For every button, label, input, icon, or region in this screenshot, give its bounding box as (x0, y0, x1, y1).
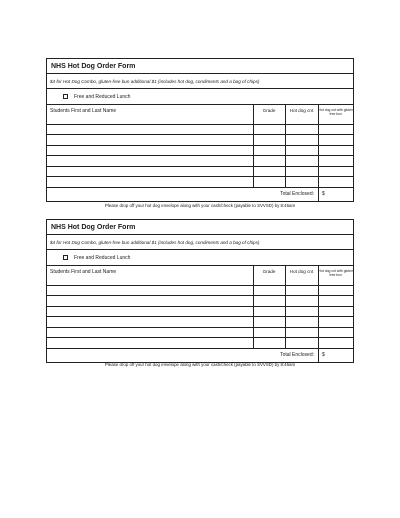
name-cell[interactable] (47, 177, 253, 188)
free-reduced-lunch-label: Free and Reduced Lunch (74, 93, 131, 100)
table-row (47, 156, 353, 167)
dropoff-note: Please drop off your hot dog envelope along with your cash/check (payable to SVVSD) by 8:45am (104, 362, 296, 367)
gluten-free-cell[interactable] (318, 135, 353, 146)
grade-cell[interactable] (253, 296, 285, 307)
total-label: Total Enclosed: (280, 191, 314, 197)
hotdog-cell[interactable] (285, 338, 318, 349)
hotdog-cell[interactable] (285, 306, 318, 317)
gluten-free-cell[interactable] (318, 124, 353, 135)
name-cell[interactable] (47, 156, 253, 167)
gluten-free-cell[interactable] (318, 145, 353, 156)
total-value[interactable]: $ (318, 349, 353, 362)
table-row (47, 285, 353, 296)
col-header-gluten-free-count: Hot dog cnt with gluten free bun (318, 266, 353, 285)
hotdog-cell[interactable] (285, 296, 318, 307)
form-title: NHS Hot Dog Order Form (47, 59, 353, 74)
total-label: Total Enclosed: (280, 352, 314, 358)
hotdog-cell[interactable] (285, 327, 318, 338)
gluten-free-cell[interactable] (318, 285, 353, 296)
grade-cell[interactable] (253, 156, 285, 167)
table-row (47, 306, 353, 317)
gluten-free-cell[interactable] (318, 156, 353, 167)
name-cell[interactable] (47, 338, 253, 349)
free-reduced-lunch-checkbox[interactable] (63, 94, 68, 99)
name-cell[interactable] (47, 135, 253, 146)
table-row (47, 296, 353, 307)
name-cell[interactable] (47, 145, 253, 156)
gluten-free-cell[interactable] (318, 306, 353, 317)
grade-cell[interactable] (253, 338, 285, 349)
form-title: NHS Hot Dog Order Form (47, 220, 353, 235)
grade-cell[interactable] (253, 327, 285, 338)
name-cell[interactable] (47, 166, 253, 177)
col-header-grade: Grade (253, 105, 285, 124)
name-cell[interactable] (47, 285, 253, 296)
gluten-free-cell[interactable] (318, 317, 353, 328)
gluten-free-cell[interactable] (318, 296, 353, 307)
col-header-name: Students First and Last Name (47, 266, 253, 285)
table-row (47, 327, 353, 338)
grade-cell[interactable] (253, 306, 285, 317)
table-row (47, 135, 353, 146)
gluten-free-cell[interactable] (318, 166, 353, 177)
table-row (47, 338, 353, 349)
col-header-hotdog-count: Hot dog cnt (285, 105, 318, 124)
grade-cell[interactable] (253, 285, 285, 296)
table-row (47, 177, 353, 188)
hotdog-cell[interactable] (285, 317, 318, 328)
total-row (47, 349, 353, 362)
student-order-table (47, 105, 353, 188)
total-row (47, 188, 353, 201)
student-order-table (47, 266, 353, 349)
hotdog-cell[interactable] (285, 145, 318, 156)
grade-cell[interactable] (253, 145, 285, 156)
hotdog-cell[interactable] (285, 166, 318, 177)
price-note: $4 for Hot Dog Combo, gluten-free bun additional $1 (includes hot dog, condiments and a bag of chips) (47, 235, 353, 250)
table-row (47, 317, 353, 328)
free-reduced-lunch-row[interactable] (47, 89, 353, 105)
gluten-free-cell[interactable] (318, 338, 353, 349)
name-cell[interactable] (47, 124, 253, 135)
price-note: $4 for Hot Dog Combo, gluten-free bun additional $1 (includes hot dog, condiments and a bag of chips) (47, 74, 353, 89)
col-header-grade: Grade (253, 266, 285, 285)
grade-cell[interactable] (253, 135, 285, 146)
hotdog-cell[interactable] (285, 156, 318, 167)
col-header-hotdog-count: Hot dog cnt (285, 266, 318, 285)
free-reduced-lunch-checkbox[interactable] (63, 255, 68, 260)
gluten-free-cell[interactable] (318, 177, 353, 188)
grade-cell[interactable] (253, 166, 285, 177)
hotdog-cell[interactable] (285, 285, 318, 296)
total-value[interactable]: $ (318, 188, 353, 201)
table-row (47, 166, 353, 177)
order-form-1 (46, 58, 354, 202)
table-row (47, 145, 353, 156)
name-cell[interactable] (47, 327, 253, 338)
table-row (47, 124, 353, 135)
name-cell[interactable] (47, 296, 253, 307)
name-cell[interactable] (47, 317, 253, 328)
hotdog-cell[interactable] (285, 177, 318, 188)
col-header-gluten-free-count: Hot dog cnt with gluten free bun (318, 105, 353, 124)
hotdog-cell[interactable] (285, 124, 318, 135)
gluten-free-cell[interactable] (318, 327, 353, 338)
name-cell[interactable] (47, 306, 253, 317)
col-header-name: Students First and Last Name (47, 105, 253, 124)
dropoff-note: Please drop off your hot dog envelope along with your cash/check (payable to SVVSD) by 8:45am (104, 203, 296, 208)
grade-cell[interactable] (253, 317, 285, 328)
hotdog-cell[interactable] (285, 135, 318, 146)
free-reduced-lunch-row[interactable] (47, 250, 353, 266)
order-form-2 (46, 219, 354, 363)
grade-cell[interactable] (253, 177, 285, 188)
free-reduced-lunch-label: Free and Reduced Lunch (74, 254, 131, 261)
grade-cell[interactable] (253, 124, 285, 135)
